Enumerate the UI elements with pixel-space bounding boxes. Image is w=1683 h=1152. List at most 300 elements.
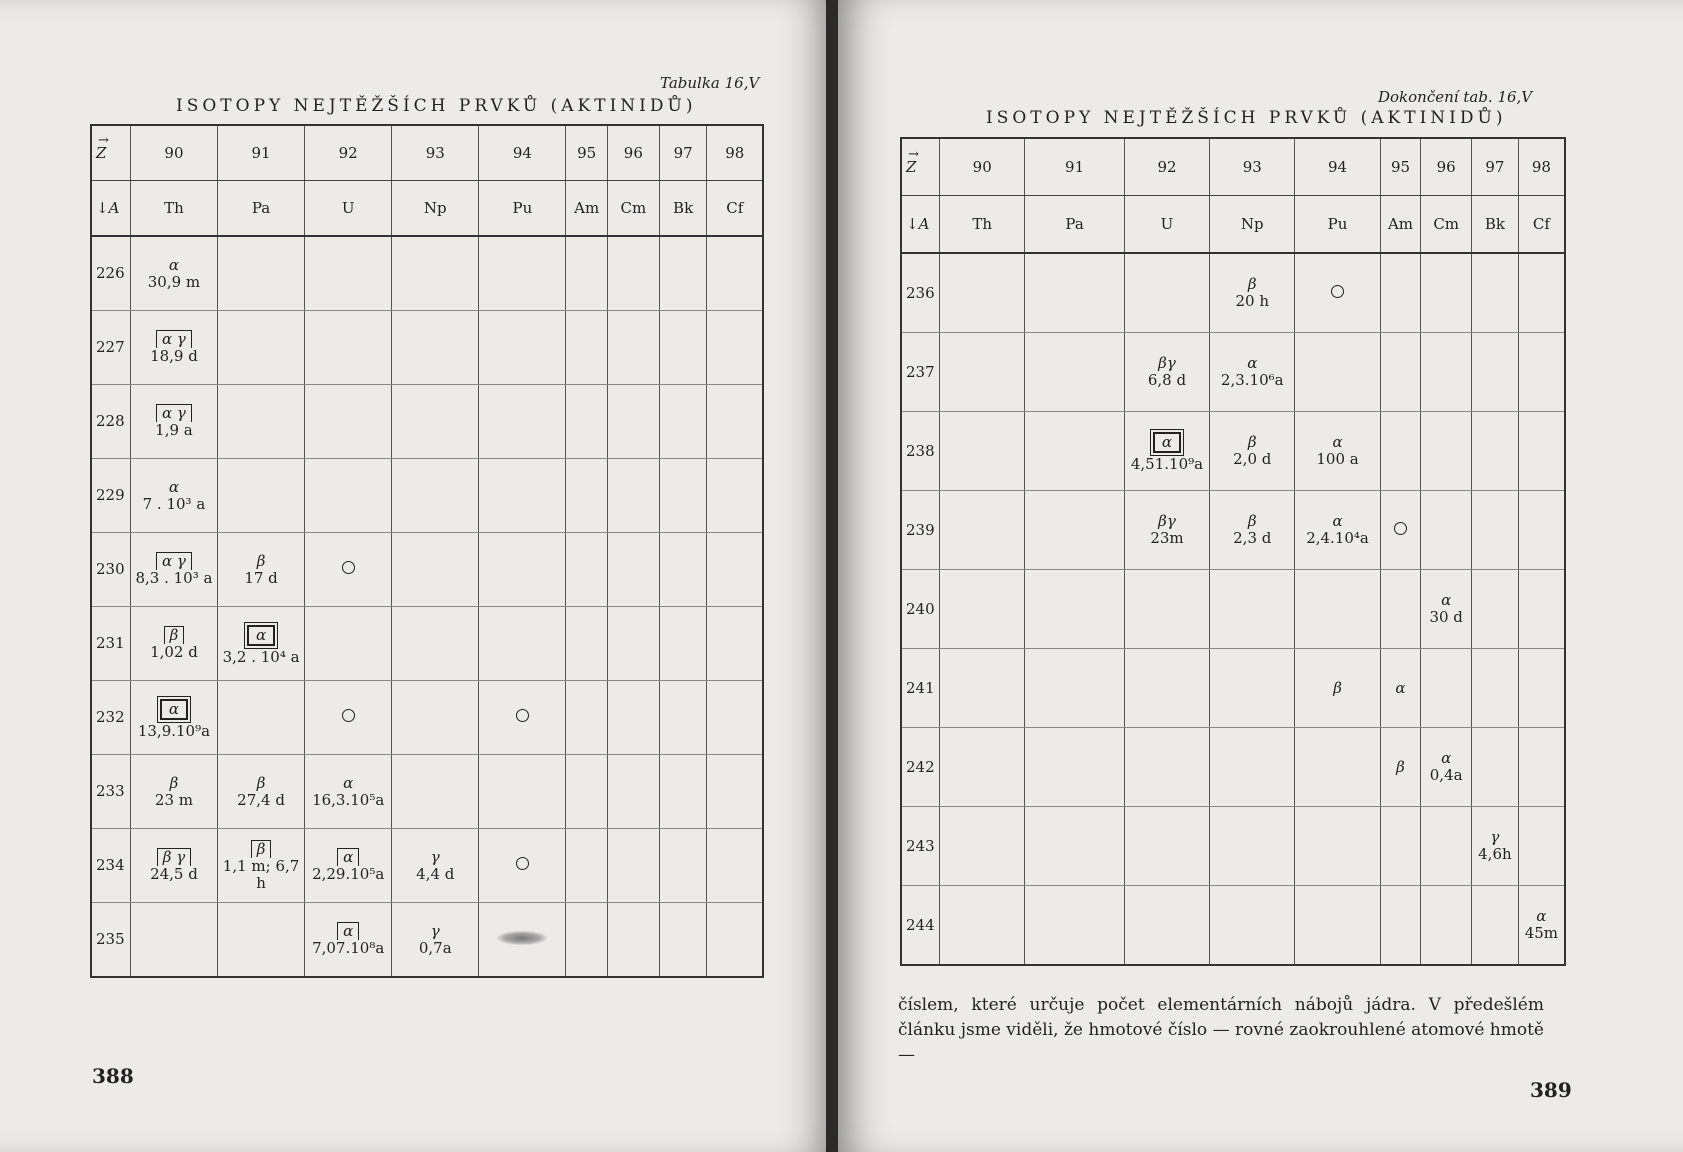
- isotope-cell: [659, 607, 707, 681]
- unknown-isotope-circle: [342, 561, 355, 574]
- element-symbol: Bk: [1472, 196, 1519, 254]
- decay-mode: β: [1396, 757, 1405, 776]
- isotope-cell: [1518, 807, 1565, 886]
- mass-number: 234: [91, 829, 130, 903]
- isotope-cell: [1421, 412, 1472, 491]
- decay-mode: α: [1536, 907, 1547, 925]
- decay-mode: α: [1395, 678, 1406, 697]
- half-life: 2,29.10⁵a: [312, 865, 385, 883]
- half-life: 4,4 d: [416, 864, 455, 883]
- isotope-cell: [607, 533, 659, 607]
- atomic-number: 95: [1380, 138, 1421, 196]
- isotope-cell: [479, 903, 566, 978]
- a-label-cell: [91, 181, 130, 237]
- atomic-number: 98: [707, 125, 763, 181]
- atomic-number: 94: [1295, 138, 1380, 196]
- table-row: [91, 829, 763, 903]
- isotope-cell: [607, 236, 659, 311]
- isotope-cell: [1421, 886, 1472, 966]
- table-row: [901, 807, 1565, 886]
- isotope-cell: [607, 755, 659, 829]
- element-symbol: U: [305, 181, 392, 237]
- table-row: [91, 607, 763, 681]
- isotope-cell: [1210, 253, 1295, 333]
- atomic-number: 97: [659, 125, 707, 181]
- isotope-cell: [707, 311, 763, 385]
- isotope-cell: [479, 533, 566, 607]
- isotope-cell: [1380, 412, 1421, 491]
- isotope-cell: [1380, 253, 1421, 333]
- element-symbol: Am: [1380, 196, 1421, 254]
- isotope-cell: [479, 385, 566, 459]
- isotope-cell: [305, 755, 392, 829]
- isotope-cell: [566, 236, 607, 311]
- isotope-cell: [707, 607, 763, 681]
- a-label: ↓A: [96, 198, 120, 217]
- isotope-cell: [1421, 649, 1472, 728]
- atomic-number: 95: [566, 125, 607, 181]
- isotope-cell: [566, 385, 607, 459]
- decay-mode-boxed: β: [251, 840, 272, 858]
- table-row: [91, 903, 763, 978]
- isotope-cell: [1025, 649, 1124, 728]
- half-life: 24,5 d: [150, 865, 198, 883]
- isotope-cell: [305, 236, 392, 311]
- isotope-cell: [479, 607, 566, 681]
- isotope-table: [900, 137, 1566, 966]
- isotope-cell: [1210, 491, 1295, 570]
- isotope-cell: [1124, 728, 1209, 807]
- isotope-cell: [1210, 570, 1295, 649]
- isotope-cell: [218, 311, 305, 385]
- mass-number: 236: [901, 253, 940, 333]
- element-symbol: Cf: [707, 181, 763, 237]
- isotope-cell: [1124, 886, 1209, 966]
- table-reference: Tabulka 16,V: [660, 74, 760, 92]
- isotope-cell: [707, 755, 763, 829]
- isotope-cell: [1124, 649, 1209, 728]
- table-reference: Dokončení tab. 16,V: [1378, 88, 1533, 106]
- atomic-number: 96: [1421, 138, 1472, 196]
- unknown-isotope-circle: [516, 857, 529, 870]
- isotope-cell: [1380, 649, 1421, 728]
- isotope-cell: [1210, 412, 1295, 491]
- atomic-number: 98: [1518, 138, 1565, 196]
- isotope-cell: [1421, 807, 1472, 886]
- half-life: 27,4 d: [237, 790, 285, 809]
- mass-number: 226: [91, 236, 130, 311]
- isotope-cell: [1380, 570, 1421, 649]
- isotope-cell: [1124, 570, 1209, 649]
- isotope-cell: [659, 755, 707, 829]
- half-life: 6,8 d: [1147, 371, 1187, 389]
- z-label-cell: [901, 138, 940, 196]
- header-element-row: [901, 196, 1565, 254]
- decay-mode: β: [1247, 433, 1257, 451]
- half-life: 7 . 10³ a: [142, 494, 206, 513]
- atomic-number: 93: [392, 125, 479, 181]
- isotope-cell: [1210, 807, 1295, 886]
- table-row: [91, 236, 763, 311]
- isotope-cell: [1124, 333, 1209, 412]
- half-life: 23 m: [154, 790, 193, 809]
- left-page: [0, 0, 832, 1152]
- isotope-cell: [218, 533, 305, 607]
- isotope-cell: [707, 829, 763, 903]
- mass-number: 241: [901, 649, 940, 728]
- isotope-cell: [1025, 807, 1124, 886]
- isotope-cell: [218, 607, 305, 681]
- element-symbol: Np: [392, 181, 479, 237]
- atomic-number: 92: [305, 125, 392, 181]
- isotope-cell: [566, 459, 607, 533]
- table-row: [91, 681, 763, 755]
- element-symbol: Am: [566, 181, 607, 237]
- isotope-cell: [659, 903, 707, 978]
- isotope-cell: [707, 236, 763, 311]
- isotope-cell: [659, 236, 707, 311]
- isotope-cell: [566, 607, 607, 681]
- isotope-cell: [707, 385, 763, 459]
- table-row: [901, 728, 1565, 807]
- half-life: 2,0 d: [1233, 450, 1272, 468]
- unknown-isotope-circle: [342, 709, 355, 722]
- atomic-number: 90: [940, 138, 1025, 196]
- isotope-cell: [479, 459, 566, 533]
- isotope-cell: [392, 533, 479, 607]
- isotope-cell: [1421, 491, 1472, 570]
- isotope-cell: [607, 311, 659, 385]
- isotope-cell: [305, 607, 392, 681]
- decay-mode: β: [256, 773, 266, 792]
- table-row: [901, 412, 1565, 491]
- isotope-cell: [1295, 570, 1380, 649]
- atomic-number: 96: [607, 125, 659, 181]
- isotope-cell: [392, 385, 479, 459]
- isotope-cell: [607, 607, 659, 681]
- isotope-cell: [130, 311, 217, 385]
- table-row: [91, 459, 763, 533]
- decay-mode: β: [169, 773, 179, 792]
- isotope-cell: [566, 755, 607, 829]
- isotope-cell: [1472, 333, 1519, 412]
- isotope-cell: [707, 459, 763, 533]
- isotope-cell: [479, 311, 566, 385]
- half-life: 8,3 . 10³ a: [135, 569, 213, 587]
- table-row: [901, 649, 1565, 728]
- isotope-cell: [218, 236, 305, 311]
- z-label: → Z: [96, 145, 106, 162]
- isotope-cell: [940, 333, 1025, 412]
- element-symbol: U: [1124, 196, 1209, 254]
- isotope-cell: [1295, 649, 1380, 728]
- isotope-cell: [707, 681, 763, 755]
- isotope-cell: [1124, 807, 1209, 886]
- half-life: 30 d: [1429, 608, 1463, 626]
- decay-mode: α: [1332, 433, 1343, 451]
- isotope-cell: [392, 829, 479, 903]
- isotope-cell: [1518, 333, 1565, 412]
- isotope-cell: [940, 807, 1025, 886]
- isotope-cell: [566, 903, 607, 978]
- isotope-cell: [218, 829, 305, 903]
- isotope-cell: [1518, 570, 1565, 649]
- isotope-cell: [1518, 253, 1565, 333]
- mass-number: 227: [91, 311, 130, 385]
- isotope-cell: [130, 533, 217, 607]
- half-life: 100 a: [1316, 450, 1359, 468]
- isotope-cell: [1295, 886, 1380, 966]
- atomic-number: 91: [1025, 138, 1124, 196]
- isotope-cell: [305, 311, 392, 385]
- table-title: ISOTOPY NEJTĚŽŠÍCH PRVKŮ (AKTINIDŮ): [986, 108, 1507, 128]
- isotope-cell: [1380, 886, 1421, 966]
- element-symbol: Cm: [1421, 196, 1472, 254]
- decay-mode: γ: [430, 921, 440, 940]
- isotope-cell: [707, 903, 763, 978]
- half-life: 4,51.10⁹a: [1130, 455, 1204, 473]
- mass-number: 244: [901, 886, 940, 966]
- mass-number: 228: [91, 385, 130, 459]
- isotope-cell: [659, 829, 707, 903]
- isotope-cell: [218, 755, 305, 829]
- table-row: [901, 333, 1565, 412]
- unknown-isotope-circle: [1331, 285, 1344, 298]
- isotope-cell: [392, 903, 479, 978]
- isotope-cell: [1518, 491, 1565, 570]
- isotope-cell: [392, 311, 479, 385]
- isotope-cell: [479, 755, 566, 829]
- isotope-cell: [1421, 253, 1472, 333]
- element-symbol: Np: [1210, 196, 1295, 254]
- isotope-cell: [607, 681, 659, 755]
- isotope-cell: [305, 533, 392, 607]
- isotope-cell: [1295, 253, 1380, 333]
- decay-mode: βγ: [1158, 354, 1176, 372]
- isotope-cell: [130, 236, 217, 311]
- isotope-cell: [1295, 728, 1380, 807]
- isotope-cell: [607, 459, 659, 533]
- isotope-cell: [659, 311, 707, 385]
- decay-mode: α: [168, 477, 180, 496]
- isotope-cell: [566, 681, 607, 755]
- isotope-cell: [1210, 333, 1295, 412]
- mass-number: 230: [91, 533, 130, 607]
- page-number: 389: [1530, 1078, 1572, 1102]
- isotope-cell: [392, 755, 479, 829]
- decay-mode-boxed: β: [164, 626, 185, 644]
- isotope-cell: [1472, 570, 1519, 649]
- mass-number: 231: [91, 607, 130, 681]
- isotope-cell: [1025, 728, 1124, 807]
- half-life: 2,3 d: [1233, 529, 1272, 547]
- decay-mode: β: [1247, 512, 1257, 530]
- isotope-cell: [1421, 570, 1472, 649]
- decay-mode: α: [1247, 354, 1258, 372]
- isotope-cell: [130, 385, 217, 459]
- mass-number: 235: [91, 903, 130, 978]
- ink-smudge: [497, 931, 547, 945]
- isotope-cell: [659, 459, 707, 533]
- atomic-number: 93: [1210, 138, 1295, 196]
- table-row: [91, 755, 763, 829]
- isotope-cell: [940, 886, 1025, 966]
- isotope-cell: [1518, 412, 1565, 491]
- half-life: 7,07.10⁸a: [312, 939, 385, 957]
- mass-number: 240: [901, 570, 940, 649]
- isotope-cell: [479, 236, 566, 311]
- isotope-cell: [1025, 333, 1124, 412]
- table-row: [91, 385, 763, 459]
- decay-mode: α: [1441, 591, 1452, 609]
- mass-number: 237: [901, 333, 940, 412]
- isotope-cell: [1472, 807, 1519, 886]
- isotope-cell: [1472, 253, 1519, 333]
- isotope-cell: [130, 755, 217, 829]
- isotope-cell: [130, 829, 217, 903]
- decay-mode-boxed: α: [337, 922, 359, 940]
- isotope-cell: [1124, 412, 1209, 491]
- isotope-cell: [1380, 807, 1421, 886]
- isotope-cell: [940, 491, 1025, 570]
- unknown-isotope-circle: [516, 709, 529, 722]
- isotope-cell: [659, 533, 707, 607]
- decay-mode-boxed: β γ: [157, 848, 191, 866]
- atomic-number: 94: [479, 125, 566, 181]
- decay-mode: β: [256, 551, 266, 570]
- isotope-cell: [1025, 253, 1124, 333]
- half-life: 1,1 m; 6,7 h: [222, 856, 300, 892]
- half-life: 23m: [1150, 529, 1184, 547]
- decay-mode: α: [1332, 512, 1343, 530]
- element-symbol: Th: [940, 196, 1025, 254]
- table-row: [91, 311, 763, 385]
- isotope-cell: [1472, 491, 1519, 570]
- decay-mode-boxed: α γ: [156, 330, 192, 348]
- right-page: [838, 0, 1683, 1152]
- header-z-row: [91, 125, 763, 181]
- half-life: 0,7a: [418, 938, 452, 957]
- isotope-cell: [392, 236, 479, 311]
- mass-number: 233: [91, 755, 130, 829]
- isotope-cell: [940, 412, 1025, 491]
- element-symbol: Cm: [607, 181, 659, 237]
- isotope-cell: [1295, 807, 1380, 886]
- half-life: 17 d: [244, 568, 278, 587]
- isotope-cell: [392, 607, 479, 681]
- decay-mode: β: [1247, 275, 1257, 293]
- page-number: 388: [92, 1064, 134, 1088]
- decay-mode: α: [1441, 749, 1452, 767]
- decay-mode-natural: α: [1153, 432, 1181, 453]
- decay-mode-boxed: α γ: [156, 552, 192, 570]
- element-symbol: Pu: [1295, 196, 1380, 254]
- isotope-cell: [1472, 728, 1519, 807]
- isotope-cell: [218, 681, 305, 755]
- isotope-cell: [707, 533, 763, 607]
- isotope-cell: [566, 829, 607, 903]
- isotope-cell: [607, 829, 659, 903]
- atomic-number: 90: [130, 125, 217, 181]
- isotope-cell: [940, 253, 1025, 333]
- isotope-cell: [305, 459, 392, 533]
- isotope-cell: [1295, 491, 1380, 570]
- half-life: 13,9.10⁹a: [137, 721, 211, 740]
- a-label: ↓A: [906, 214, 930, 233]
- table-title: ISOTOPY NEJTĚŽŠÍCH PRVKŮ (AKTINIDŮ): [176, 96, 697, 116]
- isotope-cell: [1295, 333, 1380, 412]
- isotope-cell: [1025, 412, 1124, 491]
- table-row: [901, 570, 1565, 649]
- table-row: [91, 533, 763, 607]
- decay-mode-boxed: α: [337, 848, 359, 866]
- atomic-number: 97: [1472, 138, 1519, 196]
- half-life: 16,3.10⁵a: [312, 790, 385, 809]
- isotope-cell: [566, 533, 607, 607]
- mass-number: 239: [901, 491, 940, 570]
- a-label-cell: [901, 196, 940, 254]
- half-life: 30,9 m: [147, 272, 201, 291]
- isotope-cell: [1421, 333, 1472, 412]
- isotope-cell: [1210, 886, 1295, 966]
- isotope-cell: [218, 385, 305, 459]
- isotope-cell: [566, 311, 607, 385]
- isotope-cell: [1380, 333, 1421, 412]
- isotope-cell: [1518, 649, 1565, 728]
- mass-number: 229: [91, 459, 130, 533]
- decay-mode: γ: [1490, 828, 1500, 846]
- element-symbol: Pu: [479, 181, 566, 237]
- isotope-cell: [392, 459, 479, 533]
- isotope-cell: [607, 903, 659, 978]
- isotope-cell: [130, 903, 217, 978]
- half-life: 0,4a: [1429, 766, 1463, 784]
- isotope-cell: [218, 459, 305, 533]
- half-life: 1,02 d: [150, 643, 198, 661]
- z-label: → Z: [906, 159, 916, 176]
- half-life: 4,6h: [1478, 845, 1512, 863]
- isotope-cell: [1295, 412, 1380, 491]
- header-z-row: [901, 138, 1565, 196]
- isotope-table: [90, 124, 764, 978]
- isotope-cell: [1025, 491, 1124, 570]
- z-label-cell: [91, 125, 130, 181]
- isotope-cell: [1210, 728, 1295, 807]
- isotope-cell: [1472, 649, 1519, 728]
- isotope-cell: [305, 903, 392, 978]
- isotope-cell: [1380, 491, 1421, 570]
- mass-number: 238: [901, 412, 940, 491]
- half-life: 2,4.10⁴a: [1306, 529, 1369, 547]
- isotope-cell: [392, 681, 479, 755]
- unknown-isotope-circle: [1394, 522, 1407, 535]
- mass-number: 243: [901, 807, 940, 886]
- element-symbol: Bk: [659, 181, 707, 237]
- isotope-cell: [940, 570, 1025, 649]
- decay-mode-natural: α: [160, 699, 188, 720]
- isotope-cell: [479, 681, 566, 755]
- table-row: [901, 886, 1565, 966]
- half-life: 3,2 . 10⁴ a: [222, 647, 300, 666]
- element-symbol: Pa: [1025, 196, 1124, 254]
- header-element-row: [91, 181, 763, 237]
- decay-mode: βγ: [1158, 512, 1176, 530]
- isotope-cell: [1025, 570, 1124, 649]
- decay-mode-boxed: α γ: [156, 404, 192, 422]
- atomic-number: 92: [1124, 138, 1209, 196]
- isotope-cell: [1472, 886, 1519, 966]
- decay-mode: α: [343, 773, 354, 792]
